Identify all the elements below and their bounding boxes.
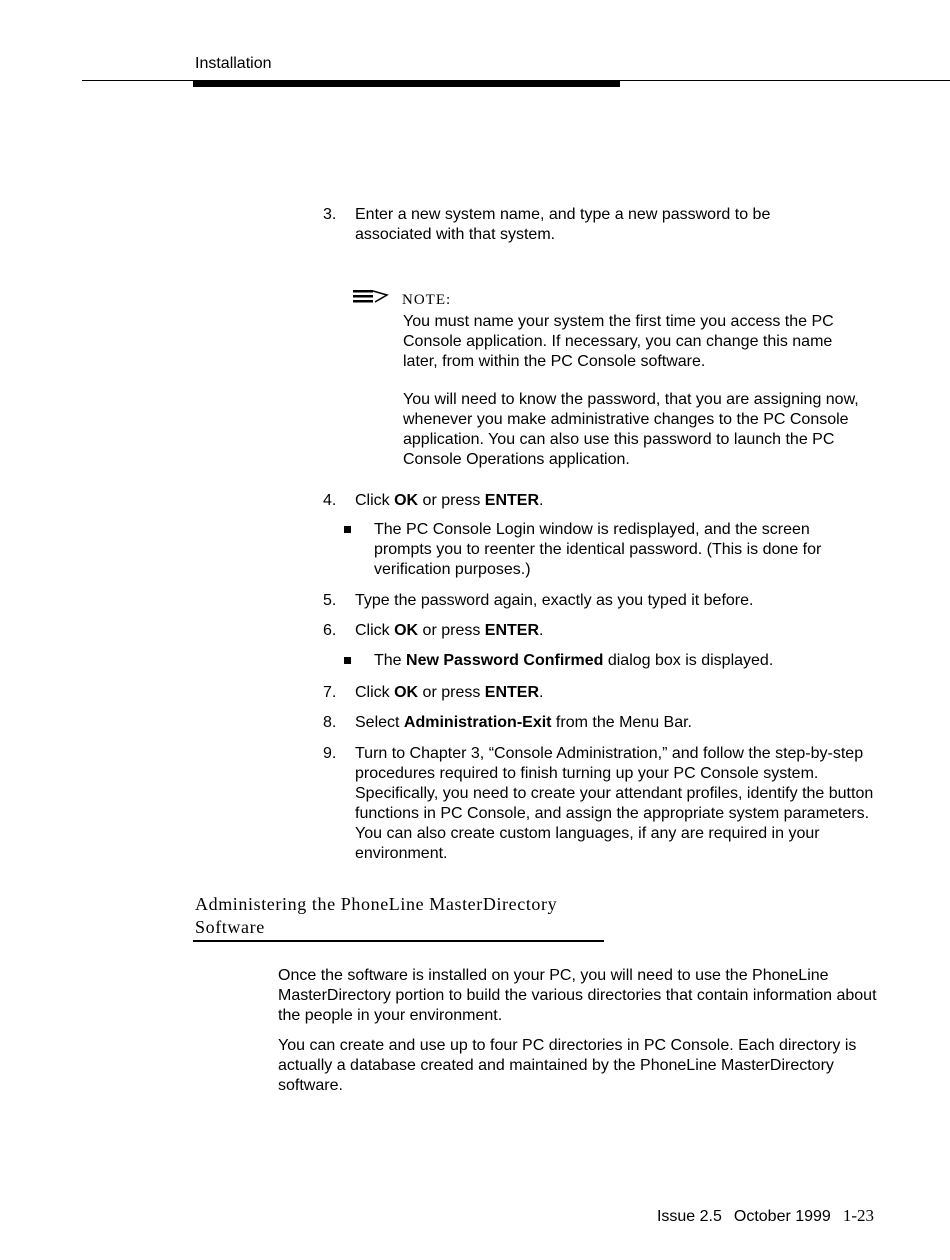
note-label: NOTE:: [402, 292, 452, 308]
section-paragraph-2: You can create and use up to four PC directories in PC Console. Each directory is actually a database created and maintained by the PhoneLine MasterDirectory software.: [278, 1037, 857, 1094]
step-6-bullet-text: The New Password Confirmed dialog box is displayed.: [374, 652, 774, 669]
step-8-text: Select Administration-Exit from the Menu Bar.: [355, 714, 692, 731]
step-6-text: Click OK or press ENTER.: [355, 622, 544, 639]
step-4-text: Click OK or press ENTER.: [355, 492, 544, 509]
note-paragraph-1: You must name your system the first time you access the PC Console application. If necessary, you can change this name later, from within the PC Console software.: [403, 313, 834, 370]
header-rule-thick: [193, 81, 620, 87]
step-7-number: 7.: [323, 684, 337, 701]
step-9-number: 9.: [323, 745, 337, 762]
step-5-text: Type the password again, exactly as you typed it before.: [355, 592, 754, 609]
step-3-number: 3.: [323, 206, 337, 223]
step-3-text: Enter a new system name, and type a new password to be associated with that system.: [355, 206, 771, 243]
footer-date: October 1999: [733, 1208, 831, 1225]
note-pencil-icon: [353, 288, 391, 304]
running-header: Installation: [195, 55, 272, 72]
step-4-bullet-text: The PC Console Login window is redisplayed, and the screen prompts you to reenter the identical password. (This is done for verification purposes.): [374, 521, 822, 578]
section-heading-rule: [193, 940, 604, 942]
page-footer: [657, 1206, 874, 1226]
section-heading: Administering the PhoneLine MasterDirectory Software: [195, 894, 558, 937]
square-bullet: [344, 526, 351, 533]
square-bullet: [344, 657, 351, 664]
step-9-text: Turn to Chapter 3, “Console Administration,” and follow the step-by-step procedures required to finish turning up your PC Console system. Specifically, you need to create your attendant profiles, identify the button functions in PC Console, and assign the appropriate system parameters. You can also create custom languages, if any are required in your environment.: [355, 745, 874, 862]
footer-issue: Issue 2.5: [656, 1208, 722, 1225]
step-6-number: 6.: [323, 622, 337, 639]
step-8-number: 8.: [323, 714, 337, 731]
section-paragraph-1: Once the software is installed on your PC, you will need to use the PhoneLine MasterDirectory portion to build the various directories that contain information about the people in your environment.: [278, 967, 877, 1024]
step-7-text: Click OK or press ENTER.: [355, 684, 544, 701]
note-paragraph-2: You will need to know the password, that you are assigning now, whenever you make administrative changes to the PC Console application. You can also use this password to launch the PC Console Operations application.: [403, 391, 859, 468]
step-4-number: 4.: [323, 492, 337, 509]
step-5-number: 5.: [323, 592, 337, 609]
footer-page-number: 1-23: [842, 1206, 874, 1225]
